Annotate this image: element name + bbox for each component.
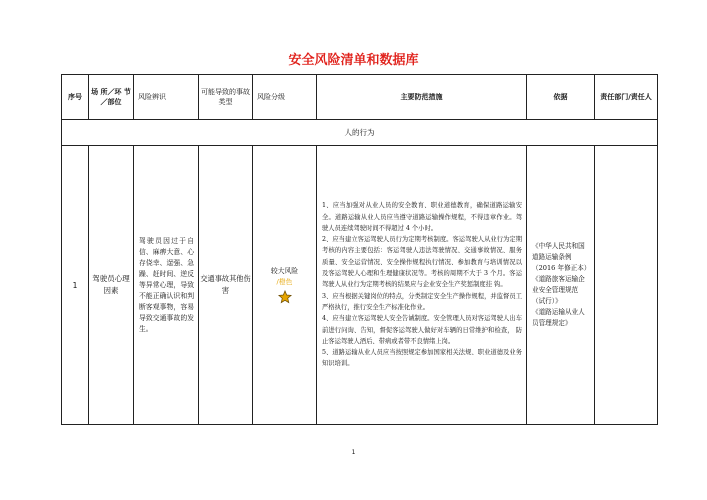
table-header-row bbox=[62, 75, 658, 120]
table-row bbox=[62, 146, 658, 425]
risk-color-label: /橙色 bbox=[276, 278, 293, 286]
header-measures: 主要防范措施 bbox=[317, 75, 527, 120]
measure-item: 4、应当建立客运驾驶人安全告诫制度。安全管理人员对客运驾驶人出车前进行问询、告知，督促客运驾驶人做好对车辆的日常维护和检查， 防止客运驾驶人酒后、带病或者带不良情绪上岗。 bbox=[322, 315, 522, 345]
basis-item: 《道路运输从业人员管理规定》 bbox=[532, 308, 585, 327]
cell-risk-level bbox=[253, 146, 317, 425]
header-identification: 风险辨识 bbox=[134, 75, 199, 120]
star-icon bbox=[253, 290, 316, 304]
risk-level-label: 较大风险 bbox=[270, 267, 299, 275]
measure-item: 3、应当根据关键岗位的特点，分类制定安全生产操作规程，并监督员工严格执行，推行安全生产标准化作业。 bbox=[322, 292, 522, 311]
section-title: 人的行为 bbox=[62, 120, 658, 146]
header-risk-level: 风险分级 bbox=[253, 75, 317, 120]
header-location: 场 所／环 节／部位 bbox=[89, 75, 134, 120]
page-title: 安全风险清单和数据库 bbox=[288, 53, 419, 68]
measure-item: 5、道路运输从业人员应当按照规定参加国家相关法规、职业道德及业务知识培训。 bbox=[322, 349, 522, 368]
cell-basis bbox=[527, 146, 595, 425]
header-basis: 依据 bbox=[527, 75, 595, 120]
basis-item: 《道路旅客运输企业安全管理规范（试行）》 bbox=[532, 275, 585, 305]
header-accident-type: 可能导致的事故类型 bbox=[199, 75, 253, 120]
cell-identification: 驾驶员因过于自信、麻痹大意、心存侥幸、逞强、急躁、赶时间、逆反等异常心理，导致不能正确认识和判断客观事物，容易导致交通事故的发生。 bbox=[134, 146, 199, 425]
measure-item: 2、应当建立客运驾驶人员行为定期考核制度。客运驾驶人从业行为定期考核的内容主要包括：客运驾驶人违法驾驶情况、交通事故情况、服务质量、安全运营情况、安全操作规程执行情况、参加教育与培训情况以及客运驾驶人心理和生理健康状况等。考核的周期不大于 3 个月。客运驾驶人从业行为定期考核的结果应与企业安全生产奖惩制度挂 钩。 bbox=[322, 236, 522, 289]
section-row bbox=[62, 120, 658, 146]
basis-item: 《中华人民共和国道路运输条例（2016 年修正本） bbox=[532, 242, 591, 272]
measure-item: 1、应当加强对从业人员的安全教育、职业道德教育，确保道路运输安全。道路运输从业人员应当遵守道路运输操作规程，不得违章作业。驾驶人员连续驾驶时间不得超过 4 个小时。 bbox=[322, 202, 522, 232]
header-responsible: 责任部门/责任人 bbox=[595, 75, 658, 120]
cell-responsible bbox=[595, 146, 658, 425]
risk-table bbox=[61, 74, 658, 425]
cell-measures bbox=[317, 146, 527, 425]
header-no: 序号 bbox=[62, 75, 89, 120]
cell-location: 驾驶员心理因素 bbox=[89, 146, 134, 425]
cell-no: 1 bbox=[62, 146, 89, 425]
cell-accident-type: 交通事故其他伤害 bbox=[199, 146, 253, 425]
page-number: 1 bbox=[351, 449, 356, 456]
